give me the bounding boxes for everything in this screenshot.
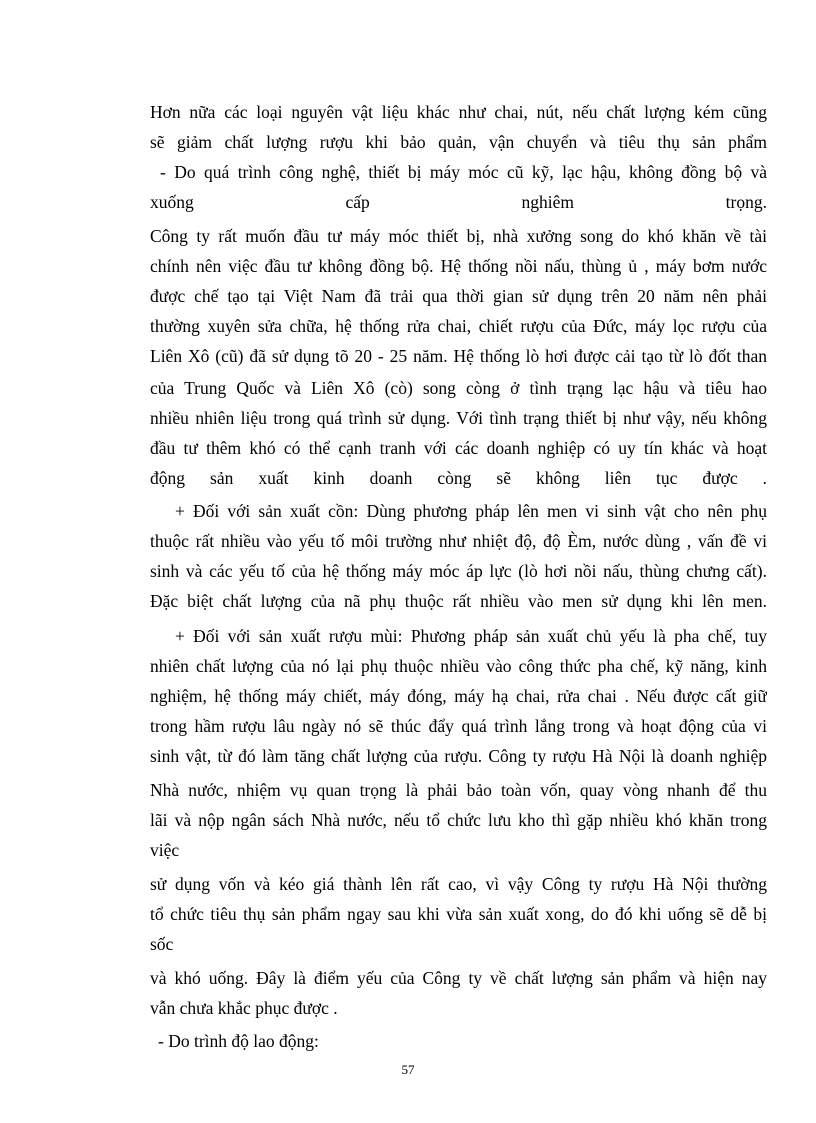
text-line: của Trung Quốc và Liên Xô (cò) song còng ở tình trạng lạc hậu và tiêu hao [150,378,767,398]
text-line: Nhà nước, nhiệm vụ quan trọng là phải bảo toàn vốn, quay vòng nhanh để thu [150,780,767,800]
text-line: nhiên chất lượng của nó lại phụ thuộc nhiều vào công thức pha chế, kỹ năng, kinh [150,656,767,676]
text-line: nghiệm, hệ thống máy chiết, máy đóng, máy hạ chai, rửa chai . Nếu được cất giữ [150,686,767,706]
text-line: - Do trình độ lao động: [158,1031,319,1051]
text-line: vẫn chưa khắc phục được . [150,998,338,1018]
text-line: Đặc biệt chất lượng của nã phụ thuộc rất nhiều vào men sử dụng khi lên men. [150,591,767,611]
text-line: đầu tư thêm khó có thể cạnh tranh với các doanh nghiệp có uy tín khác và hoạt [150,438,767,458]
text-line: + Đối với sản xuất cồn: Dùng phương pháp lên men vi sinh vật cho nên phụ [175,501,767,521]
text-line: Công ty rất muốn đầu tư máy móc thiết bị, nhà xưởng song do khó khăn về tài [150,226,767,246]
text-line: động sản xuất kinh doanh còng sẽ không liên tục được . [150,468,767,488]
text-line: và khó uống. Đây là điểm yếu của Công ty về chất lượng sản phẩm và hiện nay [150,968,767,988]
text-line: được chế tạo tại Việt Nam đã trải qua thời gian sử dụng trên 20 năm nên phải [150,286,767,306]
text-line: Liên Xô (cũ) đã sử dụng tõ 20 - 25 năm. Hệ thống lò hơi được cải tạo từ lò đốt than [150,346,767,366]
page-number: 57 [401,1062,415,1077]
text-line: việc [150,840,180,860]
text-line: sinh vật, từ đó làm tăng chất lượng của rượu. Công ty rượu Hà Nội là doanh nghiệp [150,746,767,766]
text-line: sẽ giảm chất lượng rượu khi bảo quản, vận chuyển và tiêu thụ sản phẩm [150,132,767,152]
text-line: sốc [150,934,174,954]
text-line: trong hầm rượu lâu ngày nó sẽ thúc đẩy quá trình lắng trong và hoạt động của vi [150,716,767,736]
text-line: lãi và nộp ngân sách Nhà nước, nếu tổ chức lưu kho thì gặp nhiều khó khăn trong [150,810,767,830]
text-line: tổ chức tiêu thụ sản phẩm ngay sau khi vừa sản xuất xong, do đó khi uống sẽ dễ bị [150,904,767,924]
text-line: sinh và các yếu tố của hệ thống máy móc áp lực (lò hơi nồi nấu, thùng chưng cất). [150,561,767,581]
text-line: xuống cấp nghiêm trọng. [150,192,767,212]
text-line: sử dụng vốn và kéo giá thành lên rất cao, vì vậy Công ty rượu Hà Nội thường [150,874,767,894]
text-line: thường xuyên sửa chữa, hệ thống rửa chai, chiết rượu của Đức, máy lọc rượu của [150,316,767,336]
text-line: nhiều nhiên liệu trong quá trình sử dụng. Với tình trạng thiết bị như vậy, nếu không [150,408,767,428]
text-line: Hơn nữa các loại nguyên vật liệu khác như chai, nút, nếu chất lượng kém cũng [150,102,767,122]
text-line: chính nên việc đầu tư không đồng bộ. Hệ thống nồi nấu, thùng ủ , máy bơm nước [150,256,767,276]
text-line: - Do quá trình công nghệ, thiết bị máy móc cũ kỹ, lạc hậu, không đồng bộ và [160,162,767,182]
text-line: + Đối với sản xuất rượu mùi: Phương pháp sản xuất chủ yếu là pha chế, tuy [175,626,767,646]
text-line: thuộc rất nhiều vào yếu tố môi trường như nhiệt độ, độ Èm, nước dùng , vấn đề vi [150,531,767,551]
